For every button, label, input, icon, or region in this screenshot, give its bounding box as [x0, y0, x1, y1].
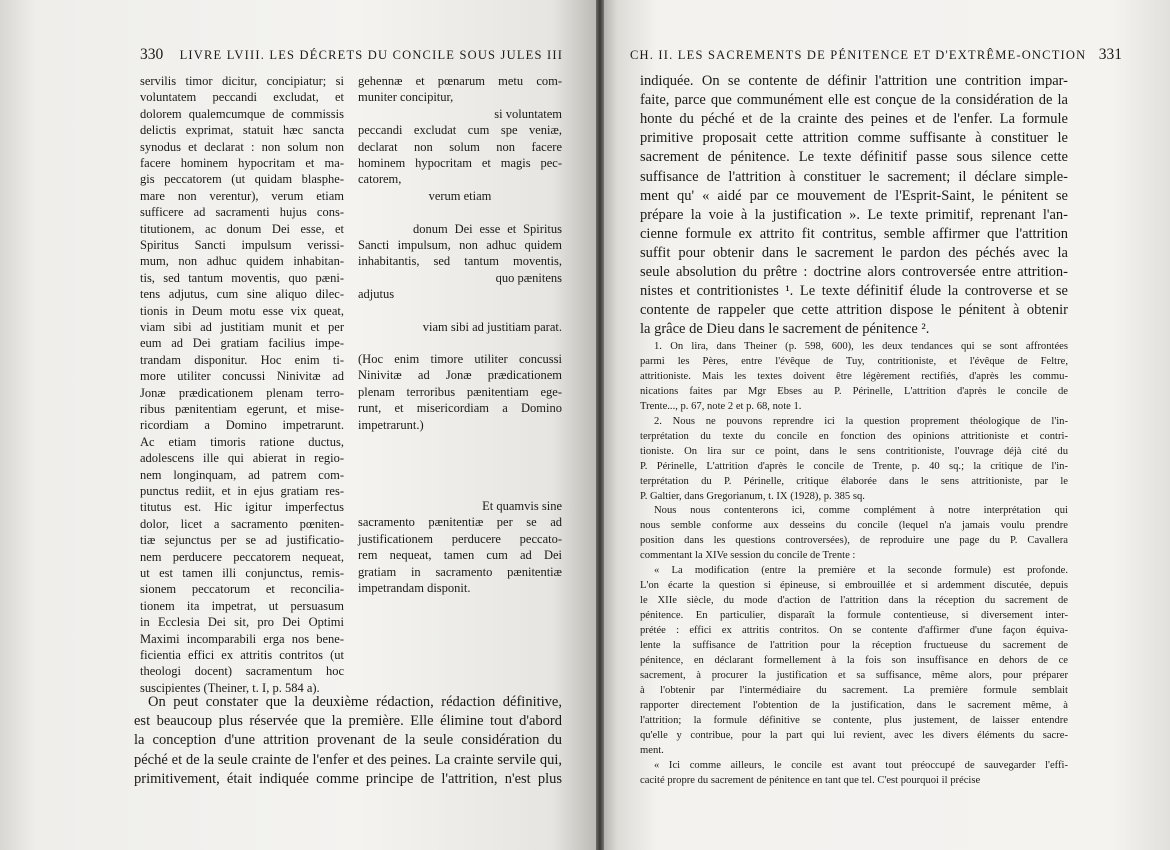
latin-line: Ac etiam timoris ratione ductus, [140, 434, 344, 449]
latin-line: eum ad Dei gratiam facilius impe- [140, 336, 344, 351]
latin-line: Spiritus Sancti impulsum verissi- [140, 238, 344, 252]
body-line: la conception d'une attrition provenant de la seule considération du [134, 732, 562, 749]
latin-draft-line: sacramento pænitentiæ per se ad [358, 515, 562, 530]
body-line: faite, parce que communément elle est conçue de la considération de la [640, 92, 1068, 109]
latin-line: ricordiam a Domino impetrarunt. [140, 418, 344, 433]
latin-line: gis peccatorem (ut quidam blasphe- [140, 172, 344, 187]
latin-line: Maximi incomparabili erga nos bene- [140, 631, 344, 646]
latin-line: tis, sed tantum moventis, quo pæni- [140, 270, 344, 285]
footnote-line: qu'elle y contribue, pour la part qui lui revient, avec les divers éléments du sacre- [640, 729, 1068, 741]
footnote-line: nous semble conforme aux desseins du concile (lequel n'a jamais voulu prendre [640, 520, 1068, 532]
footnote-line: « La modification (entre la première et la seconde formule) est profonde. [654, 565, 1068, 577]
latin-line: servilis timor dicitur, concipiatur; si [140, 74, 344, 88]
latin-line: ficientia effici ex attritis contritos (ut [140, 648, 344, 662]
latin-draft-line: declarat non solum non facere [358, 139, 562, 154]
body-line: ment qu' « aidé par ce mouvement de l'Esprit-Saint, le pénitent se [640, 187, 1068, 204]
latin-draft-line: plenam terroribus pænitentiam ege- [358, 384, 562, 399]
latin-line: sionem peccatorum et reconcilia- [140, 582, 344, 597]
latin-line: titutionem, ac donum Dei esse, et [140, 221, 344, 236]
latin-line: synodus et declarat : non solum non [140, 139, 344, 154]
footnote-line: 1. On lira, dans Theiner (p. 598, 600), les deux tendances qui se sont affrontées [654, 341, 1068, 352]
footnote-line: lente la suffisance de l'attrition pour la réception fructueuse du sacrement de [640, 640, 1068, 651]
latin-draft-line: muniter concipitur, [358, 90, 454, 105]
latin-line: adolescens ille qui abierat in regio- [140, 451, 344, 466]
latin-line: tens adjutus, cum sine aliquo dilec- [140, 287, 344, 302]
footnote-line: L'on écarte la question si épineuse, si embrouillée et si ardemment discutée, depuis [640, 580, 1068, 592]
body-line: nistes et contritionistes ¹. Le texte définitif élude la controverse et se [640, 283, 1068, 300]
latin-line: nem longinquam, ad patrem com- [140, 467, 344, 482]
footnote-line: 2. Nous ne pouvons reprendre ici la question proprement théologique de l'in- [654, 415, 1068, 427]
footnote-line: position dans les questions controversées), de reproduire une page du P. Cavallera [640, 535, 1068, 547]
latin-line: tiæ sejunctus per se ad justificatio- [140, 533, 344, 548]
left-running-title: LIVRE LVIII. LES DÉCRETS DU CONCILE SOUS JULES III [179, 48, 564, 62]
latin-draft-line: quo pænitens [495, 270, 562, 285]
latin-line: delictis exprimat, statuit hæc sancta [140, 123, 344, 138]
footnote-line: commentant la XIVe session du concile de Trente : [640, 550, 856, 562]
footnote-line: « Ici comme ailleurs, le concile est avant tout préoccupé de sauvegarder l'effi- [654, 759, 1068, 771]
latin-line: suscipientes (Theiner, t. I, p. 584 a). [140, 680, 320, 695]
left-running-head [140, 46, 563, 64]
latin-draft-line: gratiam in sacramento pænitentiæ [358, 564, 562, 579]
latin-draft-line: adjutus [358, 287, 395, 302]
latin-line: trandam disponitur. Hoc enim ti- [140, 352, 344, 367]
latin-draft-line: impetrandam disponit. [358, 581, 471, 595]
latin-line: theologi docent) sacramentum hoc [140, 664, 344, 679]
latin-line: nem perducere peccatorem nequeat, [140, 549, 344, 564]
footnote-line: nications faites par Mgr Ebses au P. Périnelle, L'attrition d'après le concile de [640, 385, 1068, 397]
latin-line: facere hominem hypocritam et ma- [140, 156, 344, 170]
footnote-line: Nous nous contenterons ici, comme complément à notre interprétation qui [654, 505, 1068, 517]
latin-draft-line: peccandi excludat cum spe veniæ, [358, 123, 562, 138]
footnote-line: parmi les Pères, entre l'évêque de Tuy, contritioniste, et l'évêque de Feltre, [640, 355, 1068, 367]
footnote-line: terprétation du P. Périnelle, critique élaborée dans le sens attritioniste, par le [640, 475, 1068, 487]
footnote-line: P. Périnelle, L'attrition d'après le concile de Trente, p. 40 sq.; la critique de l'in- [640, 460, 1068, 472]
latin-draft-line: catorem, [358, 172, 402, 187]
body-line: contente de rappeler que cette attrition dispose le pénitent à obtenir [640, 302, 1068, 319]
footnote-line: l'attrition; la formule définitive se contente, plus justement, de laisser entendre [640, 714, 1068, 726]
footnote-line: sacrement, à procurer la justification et sa suffisance, même alors, pour préparer [640, 669, 1068, 681]
latin-draft-line: Sancti impulsum, non adhuc quidem [358, 238, 562, 252]
footnote-line: P. Galtier, dans Gregorianum, t. IX (1928), p. 385 sq. [640, 490, 865, 502]
body-line: prépare la voie à la justification ». Le texte primitif, reprenant l'an- [640, 206, 1068, 223]
body-line: la grâce de Dieu dans le sacrement de pénitence ². [640, 321, 930, 338]
book-spine [596, 0, 604, 850]
body-line: cienne formule ex attrito fit contritus, semble affirmer que l'attrition [640, 225, 1068, 242]
body-line: est beaucoup plus réservée que la première. Elle élimine tout d'abord [134, 713, 562, 730]
latin-line: in Ecclesia Dei sit, pro Dei Optimi [140, 615, 344, 630]
latin-line: punctus rediit, et in ejus gratiam res- [140, 484, 344, 498]
body-line: honte du péché et de la crainte des peines et de l'enfer. La formule [640, 111, 1068, 128]
latin-draft-line: Ninivitæ ad Jonæ prædicationem [358, 368, 562, 383]
latin-draft-line: Et quamvis sine [482, 499, 562, 513]
latin-draft-line: impetrarunt.) [358, 417, 424, 432]
right-page [600, 0, 1170, 850]
latin-line: mare non verentur), verum etiam [140, 188, 344, 203]
latin-draft-line: si voluntatem [494, 106, 562, 121]
latin-line: viam sibi ad justitiam munit et per [140, 320, 344, 334]
body-line: péché et de la seule crainte de l'enfer et des peines. La crainte servile qui, [134, 751, 562, 768]
latin-draft-line: verum etiam [428, 188, 492, 203]
footnote-line: pénitence. En particulier, disparaît la formule contentieuse, si diversement inter- [640, 610, 1068, 622]
latin-line: voluntatem peccandi excludat, et [140, 90, 344, 105]
body-line: primitivement, était indiquée comme principe de l'attrition, n'est plus [134, 770, 562, 787]
footnote-line: prétée : effici ex attritis contritos. On se contente d'affirmer d'une façon équiva- [640, 625, 1068, 637]
footnote-line: à l'obtenir par l'intermédiaire du sacrement. La première formule semblait [640, 684, 1068, 696]
latin-draft-line: (Hoc enim timore utiliter concussi [358, 352, 562, 366]
latin-line: Jonæ prædicationem plenam terro- [140, 385, 344, 400]
latin-line: dolor, licet a sacramento pœniten- [140, 516, 344, 531]
right-page-number: 331 [1098, 46, 1122, 63]
latin-draft-line: viam sibi ad justitiam parat. [422, 319, 562, 334]
footnote-line: attritioniste. Mais les textes doivent être légèrement rectifiés, d'après les commu- [640, 370, 1068, 382]
footnote-line: Trente..., p. 67, note 2 et p. 68, note 1. [640, 400, 802, 412]
footnote-line: rapporter directement l'obtention de la justification, dans le sacrement même, à [640, 699, 1068, 711]
latin-line: dolorem qualemcumque de commissis [140, 106, 344, 121]
footnote-line: le XIIe siècle, du mode d'action de l'attrition dans la réception du sacrement de [640, 595, 1068, 607]
body-line: indiquée. On se contente de définir l'attrition une contrition impar- [640, 73, 1068, 89]
latin-draft-line: hominem hypocritam et magis pec- [358, 156, 562, 170]
footnote-line: terprétation du texte du concile en fonction des opinions attritioniste et contri- [640, 430, 1068, 442]
footnote-line: pénitence, en déclarant formellement à la fois son insuffisance en dehors de ce [640, 654, 1068, 666]
body-line: suffit pour obtenir dans le sacrement le pardon des péchés avec la [640, 244, 1068, 261]
latin-line: tionis in Deum motu esse vix queat, [140, 303, 344, 318]
latin-draft-line: rem nequeat, tamen cum ad Dei [358, 548, 562, 563]
latin-line: mum, non adhuc quidem inhabitan- [140, 254, 344, 269]
body-line: primitive proposait cette attrition comme suffisante à constituer le [640, 130, 1068, 147]
latin-line: tionem ita impetrat, ut persuasum [140, 598, 344, 613]
right-running-title: CH. II. LES SACREMENTS DE PÉNITENCE ET D'EXTRÊME-ONCTION [630, 48, 1087, 62]
latin-draft-line: runt, et misericordiam a Domino [358, 401, 562, 416]
latin-line: ut est tamen illi conjunctus, remis- [140, 566, 344, 580]
latin-draft-line: justificationem perducere peccato- [358, 531, 562, 546]
left-page-number: 330 [140, 46, 164, 63]
latin-line: more utiliter concussi Ninivitæ ad [140, 369, 344, 384]
right-running-head [630, 46, 1122, 64]
footnote-line: tioniste. On lira sur ce point, dans le sens contritioniste, l'ouvrage déjà cité du [640, 445, 1068, 457]
footnote-line: ment. [640, 744, 664, 756]
body-line: seule absolution du prêtre : doctrine alors controversée entre attrition- [640, 264, 1068, 280]
latin-draft-line: gehennæ et pœnarum metu com- [358, 74, 562, 88]
latin-line: sufficere ad sacramenti hujus cons- [140, 205, 344, 220]
latin-draft-line: inhabitantis, sed tantum moventis, [358, 254, 562, 269]
body-line: On peut constater que la deuxième rédaction, rédaction définitive, [148, 694, 562, 710]
latin-line: ribus pænitentiam egerunt, et mise- [140, 402, 344, 416]
footnote-line: cacité propre du sacrement de pénitence en tant que tel. C'est pourquoi il précise [640, 774, 981, 786]
latin-draft-line: donum Dei esse et Spiritus [413, 221, 562, 236]
latin-line: titutus est. Hic igitur imperfectus [140, 500, 344, 515]
body-line: sacrement de pénitence. Le texte définitif passe sous silence cette [640, 149, 1068, 166]
body-line: suffisance de l'attrition à constituer le sacrement; il déclare simple- [640, 168, 1068, 185]
